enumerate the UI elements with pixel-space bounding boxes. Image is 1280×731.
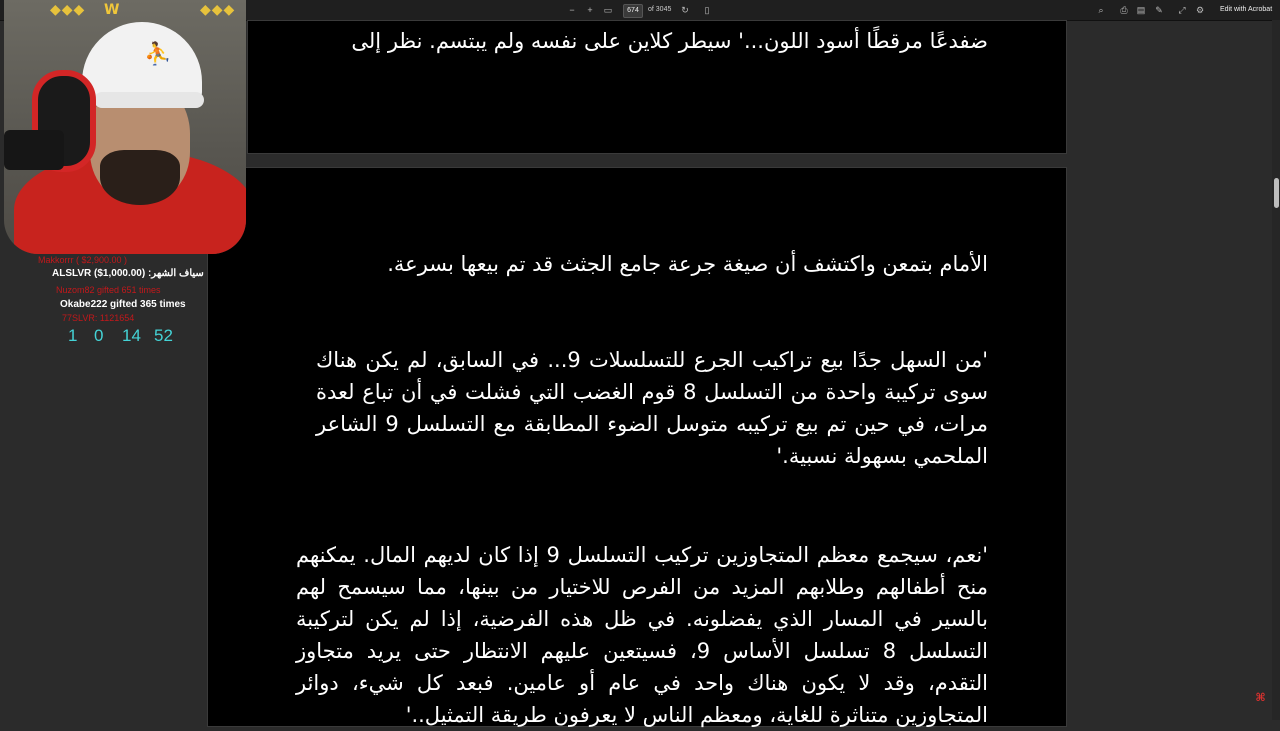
rotate-icon[interactable]: ↻ (681, 5, 689, 15)
paragraph: 'من السهل جدًا بيع تراكيب الجرع للتسلسلات 9... في السابق، لم يكن هناك سوى تركيبة واحدة من التسلسل 8 قوم الغضب التي فشلت في أن تباع لعدة مرات، في حين تم بيع تركيبه متوسل الضوء المطابقة مع التسلسل 9 الشاعر الملحمي بسهولة نسبية.' (316, 348, 988, 468)
vertical-scrollbar[interactable] (1272, 20, 1280, 720)
document-page (247, 20, 1067, 154)
cap-shape (82, 22, 202, 102)
paragraph: 'نعم، سيجمع معظم المتجاوزين تركيب التسلسل 9 إذا كان لديهم المال. يمكنهم منح أطفالهم وطلابهم المزيد من الفرص للاختيار من بينها، مما سيسمح لهم بالسير في المسار الذي يفضلونه. في ظل هذه الفرضية، إذا لم يكن لتركيبة التسلسل 8 تسلسل الأساس 9، فسيتعين عليهم الانتظار حتى يريد متجاوز التقدم، وقد لا يكون هناك واحد في عام أو عامين. فبعد كل شيء، دوائر المتجاوزين متناثرة للغاية، ومعظم الناس لا يعرفون طريقة التمثيل..' (296, 543, 989, 727)
paragraph: الأمام بتمعن واكتشف أن صيغة جرعة جامع الجثث قد تم بيعها بسرعة. (387, 252, 988, 276)
settings-icon[interactable]: ⚙ (1195, 5, 1205, 15)
cap-brim-shape (94, 92, 204, 108)
stream-overlay (0, 0, 250, 360)
expand-icon[interactable]: ⤢ (1178, 5, 1186, 15)
overlay-decoration (0, 0, 240, 20)
counter-value: 52 (154, 326, 173, 345)
page-number-input[interactable]: 674 (623, 4, 643, 18)
jumpman-logo-icon: ⛹ (144, 42, 172, 67)
alert-line: 77SLVR: 1121654 (62, 313, 135, 323)
microphone-shape (4, 130, 64, 170)
beard-shape (100, 150, 180, 205)
zoom-out-icon[interactable]: − (569, 5, 575, 15)
alert-line: Nuzom82 gifted 651 times (56, 285, 161, 295)
acrobat-icon[interactable]: ⌘ (1255, 691, 1266, 704)
save-icon[interactable]: ▤ (1136, 5, 1146, 15)
edit-with-acrobat-button[interactable]: Edit with Acrobat (1220, 6, 1273, 13)
top-supporter-line: سياف الشهر: ALSLVR ($1,000.00) (52, 268, 204, 279)
scrollbar-thumb[interactable] (1274, 178, 1279, 208)
gift-line: Okabe222 gifted 365 times (60, 299, 186, 310)
webcam-feed (4, 0, 246, 254)
diamond-pattern-icon: ◆◆◆ (200, 2, 236, 18)
fit-page-icon[interactable]: ▭ (603, 5, 613, 15)
edit-icon[interactable]: ✎ (1155, 5, 1163, 15)
crown-w-icon: W (104, 2, 121, 18)
diamond-pattern-icon: ◆◆◆ (50, 2, 86, 18)
zoom-in-icon[interactable]: + (587, 5, 593, 15)
counter-value: 1 (68, 326, 78, 345)
document-page (207, 167, 1067, 727)
page-view-icon[interactable]: ▯ (704, 5, 710, 15)
page-total: of 3045 (648, 6, 672, 13)
search-icon[interactable]: ⌕ (1098, 5, 1104, 15)
alert-line: Makkorrr ( $2,900.00 ) (38, 255, 128, 265)
page-text: ضفدعًا مرقطًا أسود اللون...' سيطر كلاين على نفسه ولم يبتسم. نظر إلى (351, 29, 988, 53)
counter-value: 14 (122, 326, 141, 345)
counter-value: 0 (94, 326, 104, 345)
print-icon[interactable]: ⎙ (1120, 5, 1128, 15)
